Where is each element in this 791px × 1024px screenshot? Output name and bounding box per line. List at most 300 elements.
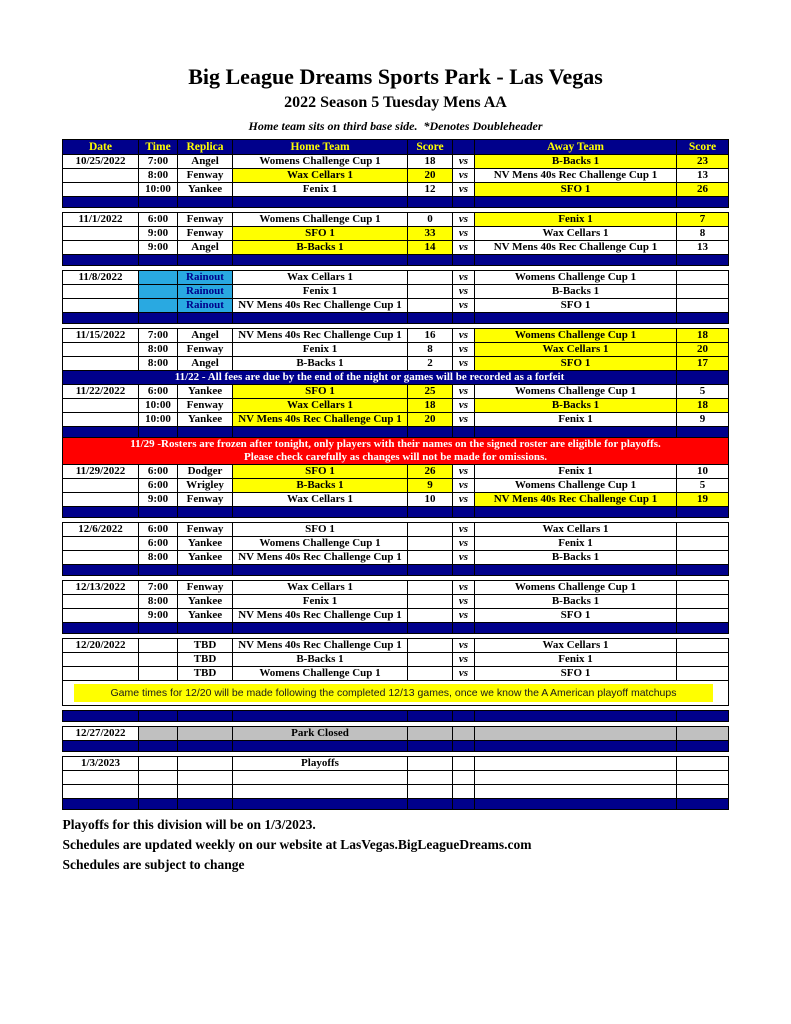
separator-row [63, 711, 729, 722]
replica-cell: Yankee [178, 595, 233, 609]
game-row [63, 493, 729, 507]
home-team-cell: Womens Challenge Cup 1 [233, 213, 408, 227]
separator-cell [178, 565, 233, 576]
separator-cell [475, 255, 677, 266]
separator-cell [453, 623, 475, 634]
separator-cell [475, 623, 677, 634]
home-team-cell: Fenix 1 [233, 343, 408, 357]
separator-cell [139, 623, 178, 634]
separator-row [63, 427, 729, 438]
time-cell: 8:00 [139, 595, 178, 609]
vs-label: vs [453, 581, 475, 595]
separator-cell [63, 427, 139, 438]
separator-cell [475, 427, 677, 438]
separator-cell [475, 741, 677, 752]
date-cell [63, 169, 139, 183]
separator-cell [453, 427, 475, 438]
replica-cell: TBD [178, 667, 233, 681]
home-score-cell [408, 523, 453, 537]
away-team-cell [475, 757, 677, 771]
separator-cell [677, 197, 729, 208]
home-team-cell: NV Mens 40s Rec Challenge Cup 1 [233, 329, 408, 343]
away-team-cell: SFO 1 [475, 299, 677, 313]
away-team-cell: B-Backs 1 [475, 399, 677, 413]
separator-row [63, 565, 729, 576]
separator-cell [408, 565, 453, 576]
date-cell [63, 285, 139, 299]
separator-cell [408, 711, 453, 722]
date-cell [63, 537, 139, 551]
time-cell: 10:00 [139, 413, 178, 427]
away-score-cell: 17 [677, 357, 729, 371]
header-replica: Replica [178, 140, 233, 155]
replica-cell: Fenway [178, 493, 233, 507]
date-cell [63, 399, 139, 413]
game-row [63, 155, 729, 169]
park-closed-label: Park Closed [233, 727, 408, 741]
home-team-cell: B-Backs 1 [233, 479, 408, 493]
away-score-cell [677, 551, 729, 565]
separator-cell [233, 741, 408, 752]
time-cell: 9:00 [139, 493, 178, 507]
home-team-cell: Wax Cellars 1 [233, 169, 408, 183]
separator-cell [63, 711, 139, 722]
replica-cell: Rainout [178, 299, 233, 313]
separator-cell [677, 741, 729, 752]
away-team-cell: SFO 1 [475, 667, 677, 681]
separator-row [63, 255, 729, 266]
home-team-cell: Fenix 1 [233, 183, 408, 197]
away-team-cell: B-Backs 1 [475, 285, 677, 299]
separator-cell [233, 507, 408, 518]
game-row [63, 183, 729, 197]
vs-cell [453, 757, 475, 771]
date-cell [63, 241, 139, 255]
vs-label: vs [453, 653, 475, 667]
game-row [63, 385, 729, 399]
vs-label: vs [453, 385, 475, 399]
separator-cell [408, 313, 453, 324]
separator-cell [139, 507, 178, 518]
away-team-cell: Wax Cellars 1 [475, 343, 677, 357]
separator-cell [178, 799, 233, 810]
separator-cell [63, 255, 139, 266]
separator-cell [139, 711, 178, 722]
header-block [0, 0, 791, 134]
separator-cell [233, 711, 408, 722]
away-team-cell [475, 727, 677, 741]
home-score-cell [408, 609, 453, 623]
vs-label: vs [453, 183, 475, 197]
home-score-cell [408, 595, 453, 609]
home-team-cell: Womens Challenge Cup 1 [233, 537, 408, 551]
separator-cell [408, 197, 453, 208]
header-away-team: Away Team [475, 140, 677, 155]
empty-cell [233, 771, 408, 785]
game-row [63, 413, 729, 427]
away-team-cell: Wax Cellars 1 [475, 523, 677, 537]
vs-label: vs [453, 155, 475, 169]
separator-cell [453, 197, 475, 208]
away-score-cell [677, 727, 729, 741]
separator-cell [139, 255, 178, 266]
empty-row [63, 771, 729, 785]
vs-label: vs [453, 523, 475, 537]
separator-cell [408, 623, 453, 634]
separator-row [63, 741, 729, 752]
home-score-cell: 16 [408, 329, 453, 343]
home-team-cell: Wax Cellars 1 [233, 581, 408, 595]
home-score-cell [408, 551, 453, 565]
empty-cell [63, 785, 139, 799]
home-team-cell: Womens Challenge Cup 1 [233, 667, 408, 681]
vs-label: vs [453, 639, 475, 653]
vs-label: vs [453, 609, 475, 623]
game-row [63, 639, 729, 653]
empty-cell [139, 785, 178, 799]
separator-cell [453, 507, 475, 518]
separator-cell [677, 711, 729, 722]
date-cell: 12/20/2022 [63, 639, 139, 653]
date-cell [63, 667, 139, 681]
home-score-cell [408, 639, 453, 653]
time-cell [139, 653, 178, 667]
home-score-cell [408, 285, 453, 299]
home-team-cell: B-Backs 1 [233, 241, 408, 255]
home-score-cell: 0 [408, 213, 453, 227]
away-team-cell: Womens Challenge Cup 1 [475, 479, 677, 493]
home-score-cell [408, 667, 453, 681]
game-row [63, 343, 729, 357]
date-cell [63, 299, 139, 313]
separator-cell [178, 427, 233, 438]
empty-cell [408, 771, 453, 785]
replica-cell: Yankee [178, 183, 233, 197]
separator-cell [475, 197, 677, 208]
empty-cell [408, 785, 453, 799]
replica-cell [178, 757, 233, 771]
vs-label: vs [453, 465, 475, 479]
home-score-cell: 33 [408, 227, 453, 241]
footer-block [63, 815, 729, 875]
separator-cell [178, 507, 233, 518]
away-team-cell: B-Backs 1 [475, 551, 677, 565]
away-team-cell: SFO 1 [475, 609, 677, 623]
home-team-cell: NV Mens 40s Rec Challenge Cup 1 [233, 609, 408, 623]
separator-cell [475, 799, 677, 810]
home-team-cell: Fenix 1 [233, 595, 408, 609]
away-score-cell: 7 [677, 213, 729, 227]
vs-label: vs [453, 299, 475, 313]
home-score-cell: 26 [408, 465, 453, 479]
game-times-notice-cell [63, 681, 729, 706]
date-cell [63, 479, 139, 493]
vs-label: vs [453, 537, 475, 551]
game-times-notice-text: Game times for 12/20 will be made following the completed 12/13 games, once we know the A American playoff matchups [74, 684, 713, 702]
separator-cell [233, 799, 408, 810]
separator-cell [677, 623, 729, 634]
separator-cell [63, 197, 139, 208]
away-score-cell [677, 653, 729, 667]
date-cell: 11/1/2022 [63, 213, 139, 227]
date-cell [63, 413, 139, 427]
date-cell: 1/3/2023 [63, 757, 139, 771]
away-team-cell: NV Mens 40s Rec Challenge Cup 1 [475, 241, 677, 255]
away-score-cell [677, 609, 729, 623]
rosters-notice-text [63, 438, 729, 465]
game-row [63, 357, 729, 371]
rainout-row [63, 285, 729, 299]
game-row [63, 241, 729, 255]
home-score-cell: 18 [408, 155, 453, 169]
separator-cell [63, 623, 139, 634]
footer-subject-line: Schedules are subject to change [62, 857, 245, 872]
time-cell: 10:00 [139, 183, 178, 197]
replica-cell: Angel [178, 357, 233, 371]
time-cell: 8:00 [139, 551, 178, 565]
away-team-cell: Wax Cellars 1 [475, 227, 677, 241]
away-score-cell [677, 757, 729, 771]
vs-cell [453, 727, 475, 741]
away-score-cell [677, 285, 729, 299]
separator-cell [453, 255, 475, 266]
replica-cell: Fenway [178, 169, 233, 183]
rosters-notice-line: Please check carefully as changes will not be made for omissions. [244, 451, 547, 463]
home-team-cell: NV Mens 40s Rec Challenge Cup 1 [233, 299, 408, 313]
playoffs-row [63, 757, 729, 771]
away-team-cell: SFO 1 [475, 357, 677, 371]
separator-cell [139, 313, 178, 324]
time-cell: 6:00 [139, 213, 178, 227]
home-score-cell: 25 [408, 385, 453, 399]
away-team-cell: B-Backs 1 [475, 595, 677, 609]
replica-cell: Rainout [178, 271, 233, 285]
separator-cell [139, 741, 178, 752]
home-score-cell: 12 [408, 183, 453, 197]
away-team-cell: Fenix 1 [475, 213, 677, 227]
game-row [63, 581, 729, 595]
away-team-cell: B-Backs 1 [475, 155, 677, 169]
separator-cell [475, 711, 677, 722]
empty-cell [233, 785, 408, 799]
empty-cell [475, 785, 677, 799]
home-team-cell: B-Backs 1 [233, 357, 408, 371]
date-cell: 11/29/2022 [63, 465, 139, 479]
time-cell: 10:00 [139, 399, 178, 413]
home-team-cell: SFO 1 [233, 523, 408, 537]
rainout-row [63, 271, 729, 285]
game-row [63, 479, 729, 493]
away-team-cell: Fenix 1 [475, 653, 677, 667]
away-score-cell [677, 581, 729, 595]
time-cell [139, 727, 178, 741]
separator-cell [677, 255, 729, 266]
replica-cell: Wrigley [178, 479, 233, 493]
date-cell [63, 493, 139, 507]
game-row [63, 595, 729, 609]
time-cell: 6:00 [139, 479, 178, 493]
away-score-cell [677, 537, 729, 551]
home-team-note: Home team sits on third base side. *Denotes Doubleheader [248, 119, 543, 133]
game-row [63, 523, 729, 537]
game-times-notice-row [63, 681, 729, 706]
replica-cell: Fenway [178, 399, 233, 413]
away-team-cell: Womens Challenge Cup 1 [475, 329, 677, 343]
separator-cell [63, 565, 139, 576]
vs-label: vs [453, 399, 475, 413]
fees-notice-row [63, 371, 729, 385]
park-closed-row [63, 727, 729, 741]
separator-cell [233, 623, 408, 634]
separator-cell [233, 565, 408, 576]
away-score-cell: 23 [677, 155, 729, 169]
home-team-cell: Fenix 1 [233, 285, 408, 299]
time-cell: 6:00 [139, 523, 178, 537]
replica-cell: Fenway [178, 227, 233, 241]
separator-cell [139, 197, 178, 208]
home-score-cell [408, 757, 453, 771]
away-team-cell: Womens Challenge Cup 1 [475, 271, 677, 285]
header-vs [453, 140, 475, 155]
separator-cell [475, 507, 677, 518]
vs-label: vs [453, 479, 475, 493]
date-cell [63, 183, 139, 197]
date-cell: 12/27/2022 [63, 727, 139, 741]
separator-cell [677, 313, 729, 324]
away-score-cell: 18 [677, 399, 729, 413]
separator-cell [677, 507, 729, 518]
away-team-cell: NV Mens 40s Rec Challenge Cup 1 [475, 169, 677, 183]
home-score-cell: 9 [408, 479, 453, 493]
date-cell [63, 595, 139, 609]
replica-cell: Yankee [178, 537, 233, 551]
away-score-cell: 26 [677, 183, 729, 197]
game-row [63, 329, 729, 343]
home-score-cell: 10 [408, 493, 453, 507]
game-row [63, 227, 729, 241]
away-team-cell: Wax Cellars 1 [475, 639, 677, 653]
away-score-cell: 20 [677, 343, 729, 357]
replica-cell: Dodger [178, 465, 233, 479]
empty-cell [178, 771, 233, 785]
home-score-cell [408, 537, 453, 551]
away-team-cell: SFO 1 [475, 183, 677, 197]
replica-cell: Yankee [178, 385, 233, 399]
home-team-cell: Womens Challenge Cup 1 [233, 155, 408, 169]
separator-cell [63, 313, 139, 324]
time-cell: 8:00 [139, 357, 178, 371]
footer-playoffs-line: Playoffs for this division will be on 1/3/2023. [62, 817, 316, 832]
home-score-cell: 2 [408, 357, 453, 371]
empty-cell [178, 785, 233, 799]
game-row [63, 537, 729, 551]
time-cell: 8:00 [139, 343, 178, 357]
separator-cell [63, 741, 139, 752]
replica-cell [178, 727, 233, 741]
home-team-cell: NV Mens 40s Rec Challenge Cup 1 [233, 413, 408, 427]
home-team-cell: NV Mens 40s Rec Challenge Cup 1 [233, 639, 408, 653]
separator-cell [63, 507, 139, 518]
date-cell [63, 653, 139, 667]
header-home-score: Score [408, 140, 453, 155]
separator-cell [453, 565, 475, 576]
time-cell: 6:00 [139, 385, 178, 399]
separator-cell [178, 711, 233, 722]
away-score-cell: 8 [677, 227, 729, 241]
home-team-cell: Wax Cellars 1 [233, 493, 408, 507]
date-cell [63, 227, 139, 241]
separator-cell [408, 255, 453, 266]
separator-cell [178, 197, 233, 208]
home-team-cell: NV Mens 40s Rec Challenge Cup 1 [233, 551, 408, 565]
away-score-cell: 5 [677, 385, 729, 399]
away-score-cell: 13 [677, 241, 729, 255]
vs-label: vs [453, 413, 475, 427]
separator-cell [453, 711, 475, 722]
separator-cell [453, 799, 475, 810]
game-row [63, 399, 729, 413]
rosters-notice-line: 11/29 -Rosters are frozen after tonight, only players with their names on the signed roster are eligible for playoffs. [130, 438, 661, 450]
separator-cell [233, 197, 408, 208]
separator-cell [63, 799, 139, 810]
home-score-cell [408, 653, 453, 667]
time-cell: 9:00 [139, 609, 178, 623]
home-team-cell: Wax Cellars 1 [233, 271, 408, 285]
separator-cell [178, 313, 233, 324]
vs-label: vs [453, 595, 475, 609]
away-score-cell: 10 [677, 465, 729, 479]
date-cell [63, 357, 139, 371]
rainout-row [63, 299, 729, 313]
replica-cell: TBD [178, 639, 233, 653]
home-score-cell [408, 271, 453, 285]
separator-cell [139, 565, 178, 576]
header-home-team: Home Team [233, 140, 408, 155]
date-cell: 12/13/2022 [63, 581, 139, 595]
away-score-cell [677, 299, 729, 313]
separator-cell [139, 799, 178, 810]
schedule-table [62, 139, 729, 810]
replica-cell: Angel [178, 155, 233, 169]
game-row [63, 667, 729, 681]
time-cell: 8:00 [139, 169, 178, 183]
vs-label: vs [453, 667, 475, 681]
home-score-cell: 18 [408, 399, 453, 413]
empty-cell [677, 771, 729, 785]
away-score-cell [677, 595, 729, 609]
time-cell [139, 757, 178, 771]
separator-cell [178, 623, 233, 634]
separator-cell [408, 507, 453, 518]
home-team-cell: SFO 1 [233, 385, 408, 399]
away-score-cell: 9 [677, 413, 729, 427]
game-row [63, 653, 729, 667]
away-score-cell [677, 523, 729, 537]
separator-cell [677, 565, 729, 576]
header-away-score: Score [677, 140, 729, 155]
date-cell: 10/25/2022 [63, 155, 139, 169]
time-cell [139, 299, 178, 313]
replica-cell: Fenway [178, 343, 233, 357]
time-cell: 6:00 [139, 465, 178, 479]
empty-cell [453, 785, 475, 799]
replica-cell: Yankee [178, 609, 233, 623]
date-cell: 11/8/2022 [63, 271, 139, 285]
game-row [63, 169, 729, 183]
time-cell: 6:00 [139, 537, 178, 551]
replica-cell: Fenway [178, 581, 233, 595]
separator-row [63, 313, 729, 324]
